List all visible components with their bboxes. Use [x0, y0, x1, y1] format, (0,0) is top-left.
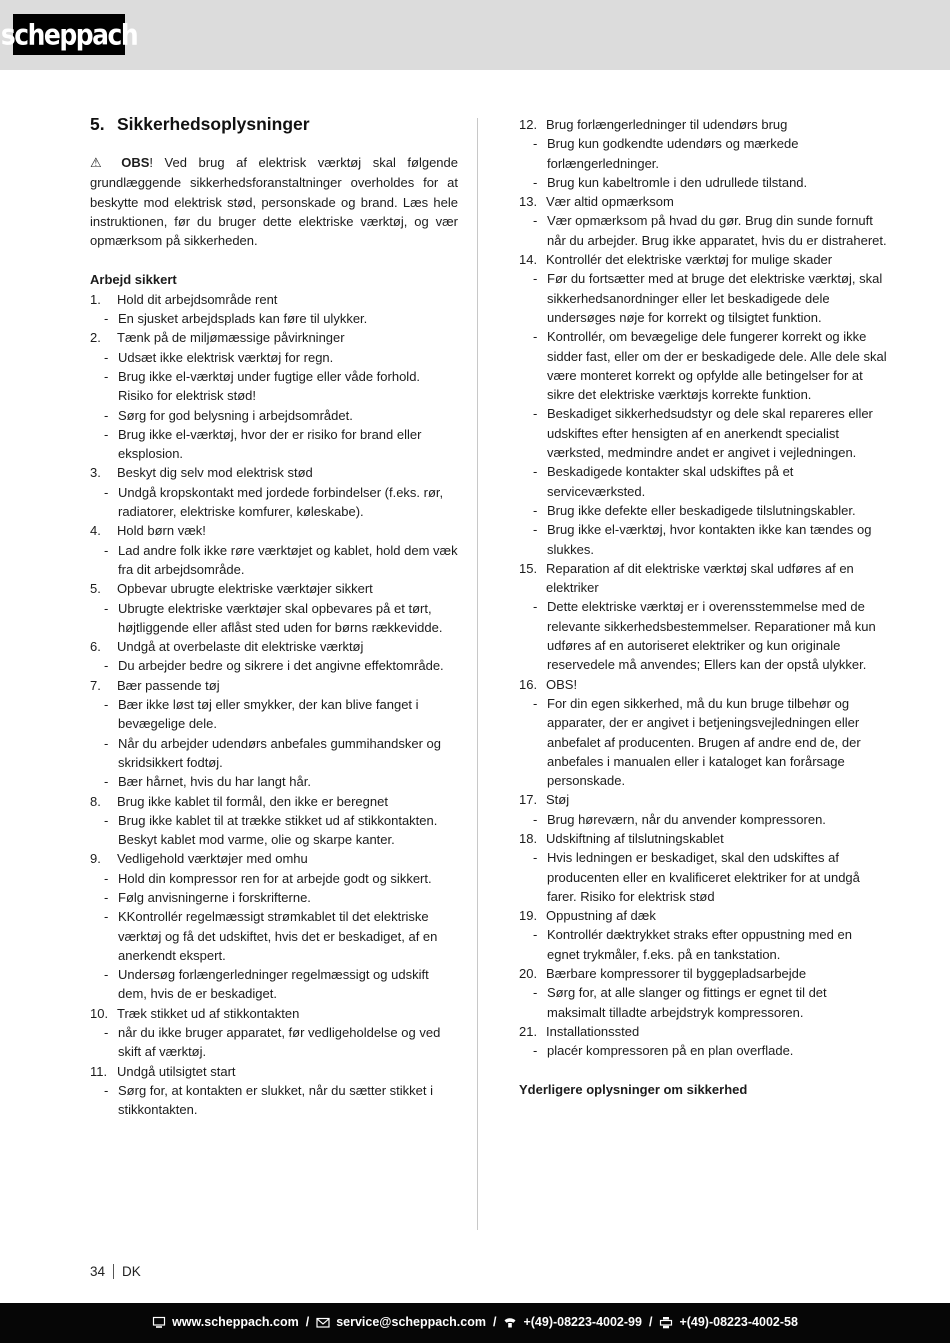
sub-item [90, 425, 458, 464]
footer-separator: / [305, 1315, 310, 1330]
sub-item [90, 811, 458, 850]
numbered-item [519, 559, 887, 598]
sub-item-text: Brug ikke el-værktøj under fugtige eller våde forhold. Risiko for elektrisk stød! [118, 368, 421, 404]
dash-marker: - [104, 600, 109, 616]
sub-item-text: Før du fortsætter med at bruge det elektriske værktøj, skal sikkerhedsanordninger eller let beskadigede dele undersøges nøje for korrekt og tilsigtet funktion. [547, 271, 883, 325]
footer-contact-text: +(49)-08223-4002-58 [679, 1315, 798, 1330]
sub-item-text: Følg anvisningerne i forskrifterne. [118, 889, 311, 905]
numbered-item [519, 829, 887, 848]
sub-item-text: Lad andre folk ikke røre værktøjet og kablet, hold dem væk fra dit arbejdsområde. [118, 542, 458, 577]
numbered-item [519, 250, 887, 269]
item-number: 15. [519, 560, 538, 576]
item-number: 18. [519, 830, 538, 846]
dash-marker: - [104, 1082, 109, 1098]
sub-item [90, 541, 458, 580]
dash-marker: - [104, 812, 109, 828]
sub-item-text: Undersøg forlængerledninger regelmæssigt og udskift dem, hvis de er beskadiget. [118, 967, 429, 1002]
sub-item-text: Udsæt ikke elektrisk værktøj for regn. [118, 349, 334, 365]
numbered-item [90, 676, 458, 695]
section-number: 5. [90, 114, 105, 134]
numbered-item [90, 1004, 458, 1023]
item-title: Opbevar ubrugte elektriske værktøjer sikkert [117, 581, 373, 597]
sub-item [90, 656, 458, 675]
item-title: Bærbare kompressorer til byggepladsarbejde [546, 966, 807, 982]
safety-list-left [90, 290, 458, 1120]
dash-marker: - [104, 735, 109, 751]
sub-item-text: Hold din kompressor ren for at arbejde godt og sikkert. [118, 870, 432, 886]
item-title: Oppustning af dæk [546, 908, 656, 924]
item-title: Brug forlængerledninger til udendørs brug [546, 117, 788, 132]
item-number: 10. [90, 1005, 109, 1021]
sub-item [519, 597, 887, 674]
sub-item-text: Beskadigede kontakter skal udskiftes på et serviceværksted. [547, 464, 794, 499]
sub-item-text: For din egen sikkerhed, må du kun bruge tilbehør og apparater, der er angivet i betjeningsvejledningen eller anbefalet af producenten. Brugen af andre end de, der anbefales i manualen eller i kataloget kan forårsage personskade. [547, 695, 861, 789]
sub-item-text: Vær opmærksom på hvad du gør. Brug din sunde fornuft når du arbejder. Brug ikke apparatet, hvis du er distraheret. [547, 213, 887, 248]
intro-paragraph [90, 153, 458, 250]
dash-marker: - [533, 522, 538, 538]
sub-item-text: Sørg for god belysning i arbejdsområdet. [118, 407, 353, 423]
item-number: 12. [519, 117, 538, 132]
page-number: 34 [90, 1264, 106, 1279]
dash-marker: - [104, 870, 109, 886]
sub-item-text: KKontrollér regelmæssigt strømkablet til det elektriske værktøj og få det udskiftet, hvis det er beskadiget, af en anerkendt ekspert. [118, 909, 438, 963]
sub-item [519, 404, 887, 462]
sub-item [90, 734, 458, 773]
sub-item-text: Brug kun godkendte udendørs og mærkede forlængerledninger. [547, 136, 799, 171]
numbered-item [90, 579, 458, 598]
item-number: 6. [90, 639, 101, 655]
sub-item-text: Brug ikke kablet til at trække stikket ud af stikkontakten. Beskyt kablet mod varme, olie og skarpe kanter. [118, 812, 438, 848]
sub-item-text: Du arbejder bedre og sikrere i det angivne effektområde. [118, 658, 444, 674]
sub-item [90, 367, 458, 406]
sub-item [90, 483, 458, 522]
sub-item [519, 925, 887, 964]
sub-item-text: når du ikke bruger apparatet, før vedligeholdelse og ved skift af værktøj. [118, 1025, 441, 1060]
sub-item [90, 695, 458, 734]
item-number: 17. [519, 792, 538, 808]
page-number-separator [113, 1264, 114, 1279]
dash-marker: - [533, 850, 538, 866]
sub-item [90, 599, 458, 638]
sub-item-text: Kontrollér, om bevægelige dele fungerer korrekt og ikke sidder fast, eller om der er beskadigede dele. Alle dele skal være monteret korrekt og opfylde alle betingelser for at sikre det elektriske værktøjs korrekte funktion. [547, 329, 887, 403]
numbered-item [90, 792, 458, 811]
sub-item [90, 348, 458, 367]
sub-item [90, 869, 458, 888]
sub-item-text: placér kompressoren på en plan overflade. [547, 1043, 794, 1059]
item-number: 19. [519, 908, 538, 924]
numbered-item [519, 964, 887, 983]
item-title: Undgå at overbelaste dit elektriske værktøj [117, 639, 364, 655]
item-title: Undgå utilsigtet start [117, 1063, 236, 1079]
numbered-item [90, 463, 458, 482]
dash-marker: - [533, 329, 538, 345]
item-number: 2. [90, 330, 101, 346]
dash-marker: - [533, 695, 538, 711]
fax-icon [659, 1316, 673, 1329]
sub-item [519, 501, 887, 520]
item-title: Udskiftning af tilslutningskablet [546, 830, 724, 846]
sub-item [519, 134, 887, 173]
scheppach-logo [0, 14, 138, 55]
sub-item [519, 520, 887, 559]
item-title: Kontrollér det elektriske værktøj for mulige skader [546, 252, 833, 268]
column-divider [477, 118, 478, 1230]
dash-marker: - [104, 542, 109, 558]
numbered-item [90, 849, 458, 868]
sub-item [519, 694, 887, 790]
item-number: 11. [90, 1063, 108, 1079]
dash-marker: - [533, 271, 538, 287]
logo-text: scheppach [0, 17, 138, 51]
dash-marker: - [104, 774, 109, 790]
sub-item [90, 772, 458, 791]
dash-marker: - [533, 406, 538, 422]
numbered-item [519, 790, 887, 809]
computer-icon [152, 1316, 166, 1329]
item-number: 7. [90, 677, 101, 693]
dash-marker: - [104, 407, 109, 423]
sub-item-text: Hvis ledningen er beskadiget, skal den udskiftes af producenten eller en kvalificeret elektriker for at undgå farer. Risiko for elektrisk stød [547, 850, 860, 904]
numbered-item [519, 192, 887, 211]
sub-item-text: Sørg for, at alle slanger og fittings er egnet til det maksimalt tilladte arbejdstryk kompressoren. [547, 985, 827, 1020]
dash-marker: - [533, 213, 538, 229]
sub-item [90, 907, 458, 965]
page-language: DK [122, 1264, 141, 1279]
footer-contact-item [152, 1313, 299, 1332]
email-icon [316, 1316, 330, 1329]
dash-marker: - [533, 464, 538, 480]
footer-contact-text: service@scheppach.com [336, 1315, 486, 1330]
warning-icon: ⚠ [90, 156, 110, 171]
work-safely-heading: Arbejd sikkert [90, 272, 177, 288]
sub-item [519, 327, 887, 404]
sub-item [90, 406, 458, 425]
header-band [0, 0, 950, 70]
item-number: 16. [519, 676, 538, 692]
left-column [90, 112, 458, 1120]
item-number: 4. [90, 523, 101, 539]
sub-item-text: Bær hårnet, hvis du har langt hår. [118, 774, 311, 790]
item-number: 21. [519, 1023, 538, 1039]
sub-item-text: Brug ikke el-værktøj, hvor der er risiko for brand eller eksplosion. [118, 426, 422, 462]
sub-item [519, 211, 887, 250]
item-number: 8. [90, 793, 101, 809]
numbered-item [519, 906, 887, 925]
sub-item-text: En sjusket arbejdsplads kan føre til ulykker. [118, 311, 368, 327]
intro-text: ! Ved brug af elektrisk værktøj skal følgende grundlæggende sikkerhedsforanstaltninger overholdes for at beskytte mod elektrisk stød, personskade og brand. Læs hele instruktionen, før du bruger dette elektriske værktøj, og vær opmærksom på sikkerheden. [90, 155, 458, 249]
sub-item [519, 983, 887, 1022]
footer-contact-item [316, 1313, 486, 1332]
sub-item-text: Dette elektriske værktøj er i overensstemmelse med de relevante sikkerhedsbestemmelser. Reparationer må kun udføres af en autoriseret elektriker og kun originale reservedele må anvendes; Ellers kan der opstå ulykker. [547, 599, 876, 673]
dash-marker: - [104, 967, 109, 983]
sub-item-text: Undgå kropskontakt med jordede forbindelser (f.eks. rør, radiatorer, elektriske komfurer, køleskabe). [118, 484, 444, 520]
dash-marker: - [104, 484, 109, 500]
sub-item [519, 810, 887, 829]
item-title: Reparation af dit elektriske værktøj skal udføres af en elektriker [546, 560, 854, 596]
footer-contact-text: +(49)-08223-4002-99 [523, 1315, 642, 1330]
additional-safety-heading: Yderligere oplysninger om sikkerhed [519, 1081, 748, 1097]
sub-item [519, 173, 887, 192]
footer-contact-item [659, 1313, 798, 1332]
sub-item-text: Brug ikke el-værktøj, hvor kontakten ikke kan tændes og slukkes. [547, 522, 872, 557]
item-title: Træk stikket ud af stikkontakten [117, 1005, 300, 1021]
item-title: Brug ikke kablet til formål, den ikke er beregnet [117, 793, 388, 809]
item-title: OBS! [546, 676, 578, 692]
dash-marker: - [104, 311, 109, 327]
sub-item-text: Bær ikke løst tøj eller smykker, der kan blive fanget i bevægelige dele. [118, 697, 419, 732]
numbered-item [519, 675, 887, 694]
dash-marker: - [533, 985, 538, 1001]
numbered-item [90, 1062, 458, 1081]
item-title: Installationssted [546, 1023, 640, 1039]
section-title-text: Sikkerhedsoplysninger [117, 114, 310, 134]
sub-item-text: Beskadiget sikkerhedsudstyr og dele skal repareres eller udskiftes efter hensigten af en anerkendt specialist værksted, medmindre andet er angivet i vejledningen. [547, 406, 873, 461]
sub-item [519, 1041, 887, 1060]
dash-marker: - [104, 909, 109, 925]
dash-marker: - [533, 599, 538, 615]
sub-item [519, 848, 887, 906]
item-number: 3. [90, 465, 101, 481]
safety-list-right [519, 115, 887, 1061]
dash-marker: - [104, 1025, 109, 1041]
item-number: 9. [90, 851, 101, 867]
dash-marker: - [533, 174, 538, 190]
footer-contact-item [503, 1313, 642, 1332]
item-title: Vær altid opmærksom [546, 194, 674, 210]
sub-item [90, 888, 458, 907]
dash-marker: - [104, 349, 109, 365]
footer-bar [0, 1303, 950, 1343]
dash-marker: - [104, 368, 109, 384]
sub-item [90, 1023, 458, 1062]
sub-item [519, 269, 887, 327]
item-title: Støj [546, 792, 570, 808]
item-number: 14. [519, 252, 538, 268]
sub-item [90, 309, 458, 328]
numbered-item [90, 328, 458, 347]
dash-marker: - [104, 889, 109, 905]
sub-item [519, 462, 887, 501]
sub-item [90, 965, 458, 1004]
dash-marker: - [533, 811, 538, 827]
obs-label: OBS [121, 155, 150, 170]
item-title: Tænk på de miljømæssige påvirkninger [117, 330, 345, 346]
item-title: Hold børn væk! [117, 523, 206, 539]
dash-marker: - [104, 697, 109, 713]
item-number: 1. [90, 291, 101, 307]
dash-marker: - [104, 426, 109, 442]
sub-item-text: Brug høreværn, når du anvender kompressoren. [547, 811, 826, 827]
footer-contact-text: www.scheppach.com [172, 1315, 299, 1330]
sub-item-text: Ubrugte elektriske værktøjer skal opbevares på et tørt, højtliggende eller aflåst sted uden for børns rækkevidde. [118, 600, 443, 635]
page-footer [90, 1262, 141, 1281]
phone-icon [503, 1316, 517, 1329]
numbered-item [90, 290, 458, 309]
item-number: 5. [90, 581, 101, 597]
sub-item-text: Kontrollér dæktrykket straks efter oppustning med en egnet trykmåler, f.eks. på en tankstation. [547, 927, 852, 962]
item-title: Bær passende tøj [117, 677, 220, 693]
footer-separator: / [492, 1315, 497, 1330]
item-title: Hold dit arbejdsområde rent [117, 291, 278, 307]
sub-item-text: Sørg for, at kontakten er slukket, når du sætter stikket i stikkontakten. [118, 1082, 434, 1118]
item-number: 20. [519, 966, 538, 982]
dash-marker: - [533, 927, 538, 943]
sub-item-text: Når du arbejder udendørs anbefales gummihandsker og skridsikkert fodtøj. [118, 735, 442, 770]
numbered-item [519, 115, 887, 134]
sub-item [90, 1081, 458, 1120]
section-title [90, 112, 458, 136]
numbered-item [90, 637, 458, 656]
dash-marker: - [533, 502, 538, 518]
item-title: Beskyt dig selv mod elektrisk stød [117, 465, 313, 481]
numbered-item [519, 1022, 887, 1041]
numbered-item [90, 521, 458, 540]
sub-item-text: Brug kun kabeltromle i den udrullede tilstand. [547, 174, 808, 190]
dash-marker: - [533, 1043, 538, 1059]
item-title: Vedligehold værktøjer med omhu [117, 851, 308, 867]
item-number: 13. [519, 194, 538, 210]
right-column [519, 115, 887, 1099]
sub-item-text: Brug ikke defekte eller beskadigede tilslutningskabler. [547, 502, 856, 518]
dash-marker: - [104, 658, 109, 674]
dash-marker: - [533, 136, 538, 152]
footer-separator: / [648, 1315, 653, 1330]
